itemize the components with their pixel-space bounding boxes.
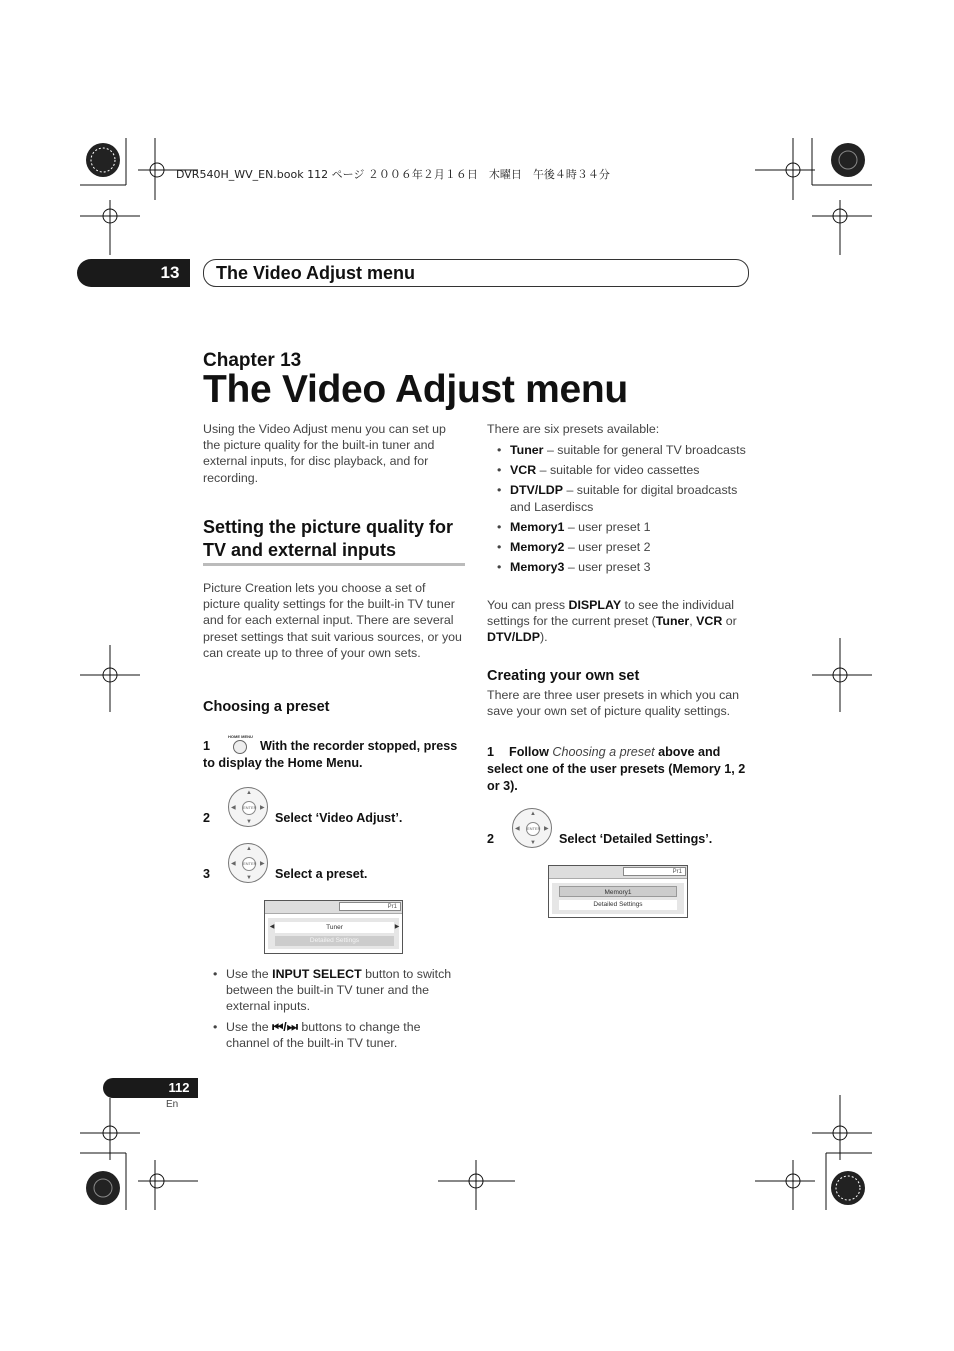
page-title: The Video Adjust menu bbox=[203, 368, 628, 411]
detailed-settings-row: Detailed Settings bbox=[559, 900, 677, 910]
enter-label: ENTER bbox=[242, 857, 256, 871]
preset-item: • DTV/LDP – suitable for digital broadcasts and Laserdiscs bbox=[487, 482, 749, 514]
preset-item: • Memory2 – user preset 2 bbox=[487, 539, 749, 555]
left-arrow-icon: ◀ bbox=[269, 924, 275, 930]
section-body: Picture Creation lets you choose a set of picture quality settings for the built-in TV tuner and for each external input. There are several preset settings that suit various sources, or you can create up to three of your own sets. bbox=[203, 581, 462, 660]
creating-body: There are three user presets in which you can save your own set of picture quality settings. bbox=[487, 688, 740, 719]
intro-paragraph: Using the Video Adjust menu you can set up the picture quality for the built-in tuner and external inputs, for disc playback, and for recording. bbox=[203, 422, 446, 485]
page-number: 112 bbox=[168, 1080, 190, 1095]
right-arrow-icon: ▶ bbox=[394, 924, 400, 930]
selected-preset-row: Tuner bbox=[275, 922, 394, 933]
chapter-number: 13 bbox=[160, 263, 180, 282]
step1-number: 1 bbox=[203, 739, 211, 753]
creating-step2-text: Select ‘Detailed Settings’. bbox=[559, 832, 713, 846]
header-title: The Video Adjust menu bbox=[216, 263, 416, 283]
joystick-dial-icon: ▲ ▼ ◀ ▶ ENTER bbox=[512, 808, 552, 848]
step1-text: With the recorder stopped, press to display the Home Menu. bbox=[203, 739, 458, 770]
bullet-input-select: • Use the INPUT SELECT button to switch between the built-in TV tuner and the external inputs. bbox=[203, 966, 465, 1015]
tuner-screen bbox=[264, 900, 403, 954]
creating-step1: 1 Follow Choosing a preset above and select one of the user presets (Memory 1, 2 or 3). bbox=[487, 745, 746, 793]
book-meta: DVR540H_WV_EN.book 112 ページ ２００６年２月１６日 木曜日 午後４時３４分 bbox=[176, 168, 610, 181]
creating-step2-number: 2 bbox=[487, 832, 495, 846]
section-rule bbox=[203, 563, 465, 566]
choosing-heading: Choosing a preset bbox=[203, 699, 330, 715]
joystick-dial-icon: ▲ ▼ ◀ ▶ ENTER bbox=[228, 843, 268, 883]
home-menu-label: HOME MENU bbox=[228, 734, 253, 739]
enter-label: ENTER bbox=[242, 801, 256, 815]
enter-label: ENTER bbox=[526, 822, 540, 836]
display-note: You can press DISPLAY to see the individual settings for the current preset (Tuner, VCR or DTV/LDP). bbox=[487, 598, 737, 645]
program-indicator: Pr1 bbox=[339, 902, 401, 911]
creating-heading: Creating your own set bbox=[487, 668, 640, 684]
bullet-channel: • Use the ⏮/⏭ buttons to change the channel of the built-in TV tuner. bbox=[203, 1019, 465, 1051]
memory-screen bbox=[548, 865, 688, 918]
choosing-bullets bbox=[203, 966, 465, 1055]
detailed-settings-row: Detailed Settings bbox=[275, 936, 394, 946]
step3-text: Select a preset. bbox=[275, 867, 368, 881]
joystick-dial-icon: ▲ ▼ ◀ ▶ ENTER bbox=[228, 787, 268, 827]
step2-number: 2 bbox=[203, 811, 211, 825]
page-language: En bbox=[166, 1099, 179, 1110]
program-indicator: Pr1 bbox=[623, 867, 686, 876]
preset-item: • Memory3 – user preset 3 bbox=[487, 559, 749, 575]
step2-text: Select ‘Video Adjust’. bbox=[275, 811, 403, 825]
preset-item: • VCR – suitable for video cassettes bbox=[487, 462, 749, 478]
chapter-label: Chapter 13 bbox=[203, 350, 302, 371]
presets-list bbox=[487, 442, 749, 579]
presets-intro: There are six presets available: bbox=[487, 422, 660, 436]
preset-item: • Memory1 – user preset 1 bbox=[487, 519, 749, 535]
step3-number: 3 bbox=[203, 867, 211, 881]
preset-item: • Tuner – suitable for general TV broadcasts bbox=[487, 442, 749, 458]
section-title: Setting the picture quality for TV and external inputs bbox=[203, 517, 454, 560]
memory1-row: Memory1 bbox=[559, 886, 677, 897]
